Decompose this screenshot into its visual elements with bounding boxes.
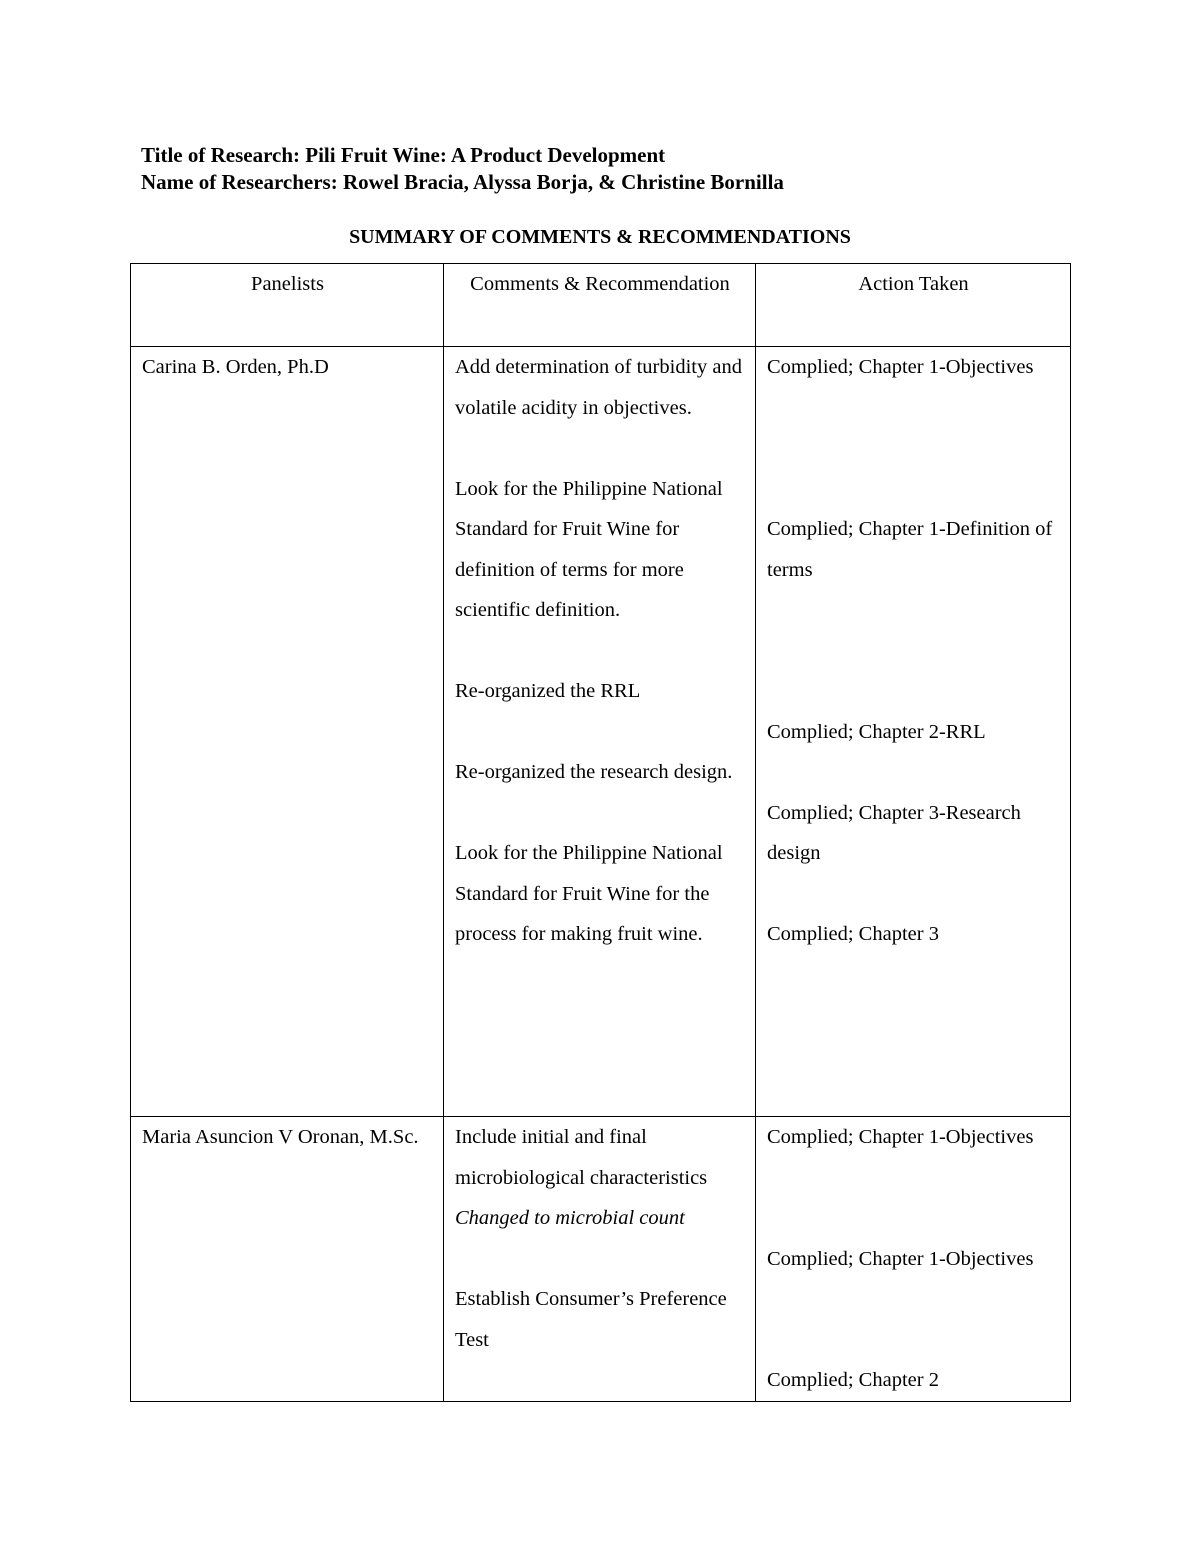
researchers-names: Name of Researchers: Rowel Bracia, Alyssa Borja, & Christine Bornilla — [141, 170, 784, 194]
table-row — [131, 1117, 1071, 1402]
panelist-name: Maria Asuncion V Oronan, M.Sc. — [142, 1126, 419, 1148]
action-item: Complied; Chapter 1-Objectives — [767, 1247, 1034, 1270]
panelist-cell — [131, 347, 444, 1117]
summary-table — [130, 263, 1071, 1402]
summary-heading: SUMMARY OF COMMENTS & RECOMMENDATIONS — [349, 226, 851, 248]
comment-item: Re-organized the research design. — [455, 761, 733, 783]
comment-item: Re-organized the RRL — [455, 680, 641, 702]
comment-item: Establish Consumer’s Preference Test — [455, 1288, 727, 1351]
comment-item: Look for the Philippine National Standard for Fruit Wine for definition of terms for more scientific definition. — [455, 477, 723, 621]
action-item: Complied; Chapter 2 — [767, 1369, 939, 1391]
action-cell — [756, 347, 1071, 1117]
action-item: Complied; Chapter 1-Objectives — [767, 356, 1034, 378]
action-cell — [756, 1117, 1071, 1402]
comment-item: Add determination of turbidity and volatile acidity in objectives. — [455, 356, 742, 419]
comment-item: Include initial and final microbiological characteristics — [455, 1126, 708, 1189]
comments-cell — [444, 347, 756, 1117]
column-header-comments: Comments & Recommendation — [444, 264, 756, 347]
action-item: Complied; Chapter 1-Definition of terms — [767, 518, 1053, 581]
comment-note: Changed to microbial count — [455, 1207, 685, 1229]
action-item: Complied; Chapter 1-Objectives — [767, 1126, 1034, 1148]
comment-item: Look for the Philippine National Standard for Fruit Wine for the process for making fruit wine. — [455, 842, 723, 945]
panelist-cell — [131, 1117, 444, 1402]
research-title: Title of Research: Pili Fruit Wine: A Product Development — [141, 143, 666, 167]
panelist-name: Carina B. Orden, Ph.D — [142, 356, 329, 378]
column-header-panelists: Panelists — [131, 264, 444, 347]
action-item: Complied; Chapter 2-RRL — [767, 720, 986, 743]
action-item: Complied; Chapter 3 — [767, 923, 939, 945]
action-item: Complied; Chapter 3-Research design — [767, 801, 1021, 864]
table-row — [131, 347, 1071, 1117]
comments-cell — [444, 1117, 756, 1402]
table-header-row — [131, 264, 1071, 347]
column-header-action-taken: Action Taken — [756, 264, 1071, 347]
